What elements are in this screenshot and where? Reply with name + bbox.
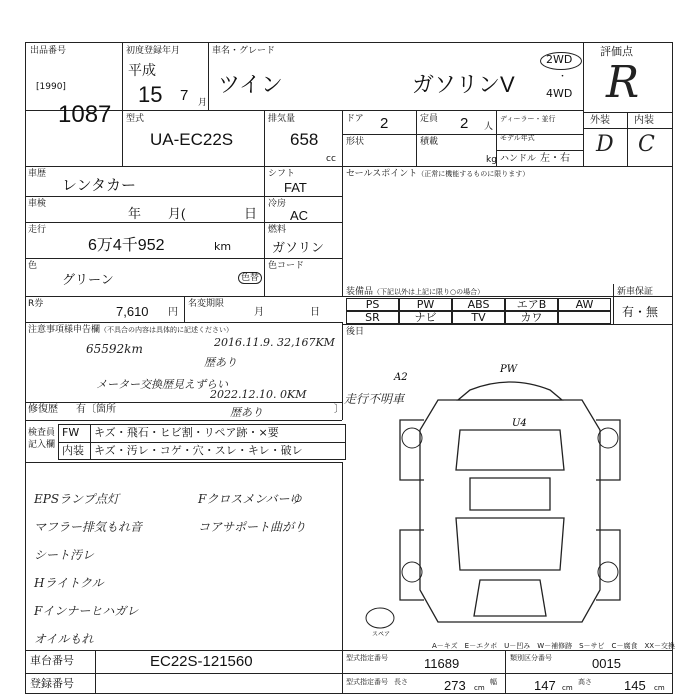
fuel-label: 燃料 <box>268 225 287 235</box>
chassis-value: EC22S-121560 <box>150 653 253 670</box>
color-value: グリーン <box>62 272 114 287</box>
shape-label: 形状 <box>346 137 365 147</box>
first-reg-label: 初度登録年月 <box>126 46 181 56</box>
legend: A－キズ E－エクボ U－凹み W－補修跡 S－サビ C－腐食 XX－交換 <box>432 642 676 650</box>
repair-value: 有〔箇所 <box>76 404 116 415</box>
name-change-month: 月 <box>254 307 264 318</box>
mileage-value: 6万4千952 <box>88 237 165 254</box>
side-note: 走行不明車 <box>344 392 405 406</box>
width-label: 幅 <box>490 678 497 686</box>
mileage-unit: km <box>214 240 232 253</box>
fuel-value: ガソリン <box>272 240 325 255</box>
inspection-label: 車検 <box>28 199 47 209</box>
exterior-label: 外装 <box>590 115 610 126</box>
note-line2: メーター交換歴見えずらい <box>96 378 228 391</box>
color-label: 色 <box>28 261 38 271</box>
drive-dot: ・ <box>558 72 568 82</box>
sales-point-label: セールスポイント（正常に機能するものに限ります） <box>346 169 530 179</box>
color-change: 色替 <box>238 272 262 284</box>
exterior-value: D <box>596 132 614 157</box>
seats-label: 定員 <box>420 114 439 124</box>
model-cert-label: 型式指定番号 <box>346 678 388 686</box>
interior-head: 内装 <box>62 444 84 457</box>
repair-close: 〕 <box>334 404 344 415</box>
height-value: 145 <box>624 678 646 693</box>
shift-label: シフト <box>268 169 296 179</box>
car-diagram <box>350 360 670 640</box>
mark-u4: U4 <box>512 418 527 429</box>
ac-value: AC <box>290 208 309 223</box>
lot-label: 出品番号 <box>30 46 67 56</box>
recycle-value: 7,610 <box>116 304 149 319</box>
interior-row: キズ・汚レ・コゲ・穴・スレ・キレ・破レ <box>94 444 303 457</box>
model-year-label: モデル年式 <box>500 134 535 142</box>
era: 平成 <box>128 62 156 78</box>
note-line1: 65592km <box>86 342 143 356</box>
length-value: 273 <box>444 678 466 693</box>
displacement-unit: cc <box>326 154 336 164</box>
width-unit: cm <box>562 684 573 692</box>
interior-value: C <box>638 132 655 157</box>
inspection-day: 日 <box>244 206 258 221</box>
equipment-item: PW <box>399 298 452 311</box>
mark-a2: A2 <box>394 372 408 383</box>
model-name: ツイン <box>218 72 283 97</box>
warranty-value: 有・無 <box>622 305 659 319</box>
drive-4wd: 4WD <box>546 87 573 100</box>
inspector-label2: 記入欄 <box>28 440 56 450</box>
doors-label: ドア <box>346 114 364 124</box>
chassis-label: 車台番号 <box>30 654 74 667</box>
note-line2b: 2022.12.10. 0KM <box>210 388 307 401</box>
handle-value: 左・右 <box>540 153 570 164</box>
mark-pw: PW <box>500 364 518 375</box>
type-value: UA-EC22S <box>150 130 234 149</box>
fw-head: FW <box>62 426 80 439</box>
type-cert-value: 11689 <box>424 656 460 671</box>
displacement-value: 658 <box>290 130 319 149</box>
type-label: 型式 <box>126 114 145 124</box>
lot-sub: [1990] <box>36 82 66 92</box>
equipment-item: エアB <box>505 298 558 311</box>
seats-value: 2 <box>460 115 469 132</box>
inspector-label: 検査員 <box>28 428 56 438</box>
interior-label: 内装 <box>634 115 654 126</box>
note-line1c: 歴あり <box>204 356 237 369</box>
notes-label: 注意事項様申告欄（不具合の内容は具体的に記述ください） <box>28 325 234 335</box>
drive-2wd: 2WD <box>546 53 573 66</box>
load-label: 積載 <box>420 137 439 147</box>
handwritten-note: シート汚レ <box>34 548 95 562</box>
height-label: 高さ <box>578 678 592 686</box>
ac-label: 冷房 <box>268 199 287 209</box>
reg-month: 7 <box>180 87 189 104</box>
name-change-day: 日 <box>310 307 320 318</box>
model-label: 車名・グレード <box>212 46 276 56</box>
recycle-label: R券 <box>28 299 44 309</box>
mileage-label: 走行 <box>28 225 47 235</box>
spare-label: スペア <box>372 631 391 638</box>
handwritten-note: Fインナーヒハガレ <box>34 604 139 618</box>
inspection-year: 年 <box>128 206 142 221</box>
handwritten-note: Fクロスメンバーゆ <box>198 492 302 506</box>
equipment-item: PS <box>346 298 399 311</box>
handle-label: ハンドル <box>500 154 537 164</box>
color-code-label: 色コード <box>268 261 305 271</box>
note-line1b: 2016.11.9. 32,167KM <box>214 336 335 349</box>
name-change-label: 名変期限 <box>188 299 225 309</box>
handwritten-note: コアサポート曲がり <box>198 520 307 534</box>
repair-label: 修復歴 <box>28 404 58 415</box>
month-unit: 月 <box>198 98 208 108</box>
equipment-item: TV <box>452 311 505 324</box>
rear-label: 後日 <box>346 327 365 337</box>
class-value: 0015 <box>592 656 621 671</box>
equipment-item: カワ <box>505 311 558 324</box>
equipment-item <box>558 311 611 324</box>
score-label: 評価点 <box>600 45 633 58</box>
equipment-item: SR <box>346 311 399 324</box>
equipment-label: 装備品（下記以外は上記に限り○の場合） <box>346 287 485 297</box>
doors-value: 2 <box>380 115 389 132</box>
warranty-label: 新車保証 <box>617 287 654 297</box>
handwritten-note: オイルもれ <box>34 632 94 646</box>
handwritten-note: Hライトクル <box>34 576 104 590</box>
reg-label: 登録番号 <box>30 677 74 690</box>
displacement-label: 排気量 <box>268 114 296 124</box>
lot-number: 1087 <box>58 101 112 128</box>
equipment-item: ナビ <box>399 311 452 324</box>
length-label: 長さ <box>394 678 408 686</box>
shift-value: FAT <box>284 180 307 195</box>
recycle-unit: 円 <box>168 307 178 318</box>
class-label: 類別区分番号 <box>510 654 552 662</box>
reg-year: 15 <box>138 82 163 107</box>
usage-value: レンタカー <box>62 177 137 194</box>
equipment-item: ABS <box>452 298 505 311</box>
equipment-item: AW <box>558 298 611 311</box>
width-value: 147 <box>534 678 556 693</box>
fw-row: キズ・飛石・ヒビ割・リペア跡・×要 <box>94 426 279 439</box>
handwritten-note: マフラー排気もれ音 <box>34 520 143 534</box>
height-unit: cm <box>654 684 665 692</box>
handwritten-note: EPSランプ点灯 <box>34 492 120 506</box>
inspection-month: 月( <box>168 206 186 221</box>
note-line2c: 歴あり <box>230 406 263 419</box>
score-value: R <box>606 57 640 108</box>
grade: ガソリンV <box>412 72 515 97</box>
load-unit: kg <box>486 155 497 165</box>
dealer-label: ディーラー・並行 <box>500 115 556 123</box>
usage-label: 車歴 <box>28 169 47 179</box>
length-unit: cm <box>474 684 485 692</box>
type-cert-label: 型式指定番号 <box>346 654 388 662</box>
seats-unit: 人 <box>484 122 494 132</box>
